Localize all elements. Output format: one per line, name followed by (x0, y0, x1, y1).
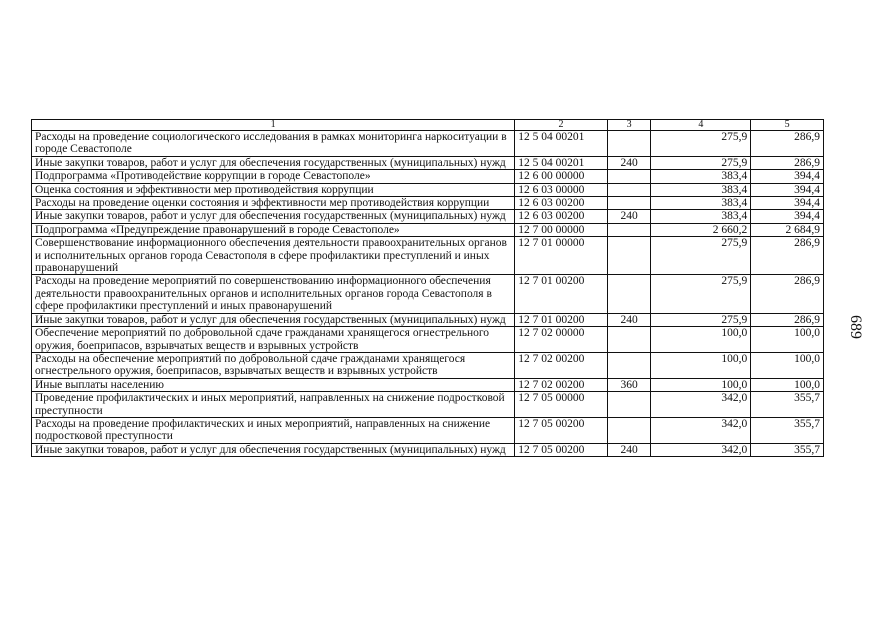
row-value-2019: 383,4 (651, 197, 751, 210)
header-col-5: 5 (751, 120, 824, 131)
row-name: Оценка состояния и эффективности мер противодействия коррупции (32, 183, 515, 196)
row-value-2020: 286,9 (751, 237, 824, 275)
table-row (32, 223, 824, 236)
table-row (32, 352, 824, 378)
table-row (32, 417, 824, 443)
row-kvr (607, 237, 651, 275)
table-row (32, 392, 824, 418)
row-code: 12 5 04 00201 (515, 156, 608, 169)
row-value-2019: 100,0 (651, 352, 751, 378)
page-number: 689 (847, 315, 864, 339)
row-name: Иные выплаты населению (32, 378, 515, 391)
table-row (32, 197, 824, 210)
row-name: Проведение профилактических и иных мероприятий, направленных на снижение подростковой преступности (32, 392, 515, 418)
row-value-2020: 2 684,9 (751, 223, 824, 236)
row-kvr (607, 275, 651, 313)
row-value-2019: 342,0 (651, 417, 751, 443)
row-kvr: 240 (607, 156, 651, 169)
row-code: 12 7 02 00200 (515, 378, 608, 391)
row-code: 12 7 00 00000 (515, 223, 608, 236)
row-value-2019: 383,4 (651, 210, 751, 223)
row-name: Расходы на проведение профилактических и иных мероприятий, направленных на снижение подростковой преступности (32, 417, 515, 443)
header-row (32, 120, 824, 131)
table-row (32, 131, 824, 157)
row-kvr: 360 (607, 378, 651, 391)
row-name: Подпрограмма «Предупреждение правонарушений в городе Севастополе» (32, 223, 515, 236)
row-name: Расходы на проведение мероприятий по совершенствованию информационного обеспечения деятельности правоохранительных органов и исполнительных органов города Севастополя в сфере профилактики преступлений и иных правонарушений (32, 275, 515, 313)
row-code: 12 7 01 00200 (515, 313, 608, 326)
row-code: 12 7 05 00200 (515, 417, 608, 443)
table-row (32, 443, 824, 456)
row-value-2020: 286,9 (751, 131, 824, 157)
row-name: Иные закупки товаров, работ и услуг для обеспечения государственных (муниципальных) нужд (32, 156, 515, 169)
row-kvr (607, 223, 651, 236)
row-kvr (607, 131, 651, 157)
table-row (32, 210, 824, 223)
row-value-2019: 342,0 (651, 443, 751, 456)
row-name: Расходы на проведение социологического исследования в рамках мониторинга наркоситуации в городе Севастополе (32, 131, 515, 157)
row-value-2019: 383,4 (651, 183, 751, 196)
row-value-2020: 355,7 (751, 392, 824, 418)
row-name: Иные закупки товаров, работ и услуг для обеспечения государственных (муниципальных) нужд (32, 443, 515, 456)
row-value-2020: 394,4 (751, 170, 824, 183)
table-row (32, 327, 824, 353)
row-code: 12 7 02 00000 (515, 327, 608, 353)
table-row (32, 237, 824, 275)
row-code: 12 6 03 00200 (515, 210, 608, 223)
row-value-2020: 100,0 (751, 327, 824, 353)
row-kvr: 240 (607, 313, 651, 326)
row-name: Совершенствование информационного обеспечения деятельности правоохранительных органов и исполнительных органов города Севастополя в сфере профилактики преступлений и иных правонарушений (32, 237, 515, 275)
row-value-2020: 355,7 (751, 443, 824, 456)
budget-table (31, 119, 824, 457)
row-value-2020: 394,4 (751, 197, 824, 210)
header-col-1: 1 (32, 120, 515, 131)
row-kvr (607, 417, 651, 443)
row-value-2020: 355,7 (751, 417, 824, 443)
row-kvr (607, 352, 651, 378)
table-row (32, 156, 824, 169)
row-kvr (607, 327, 651, 353)
header-col-4: 4 (651, 120, 751, 131)
row-code: 12 6 03 00200 (515, 197, 608, 210)
row-name: Расходы на проведение оценки состояния и эффективности мер противодействия коррупции (32, 197, 515, 210)
row-name: Подпрограмма «Противодействие коррупции в городе Севастополе» (32, 170, 515, 183)
row-kvr: 240 (607, 443, 651, 456)
row-value-2019: 383,4 (651, 170, 751, 183)
row-value-2019: 275,9 (651, 131, 751, 157)
row-value-2020: 394,4 (751, 210, 824, 223)
row-kvr: 240 (607, 210, 651, 223)
row-code: 12 7 01 00200 (515, 275, 608, 313)
row-name: Иные закупки товаров, работ и услуг для обеспечения государственных (муниципальных) нужд (32, 313, 515, 326)
row-code: 12 7 01 00000 (515, 237, 608, 275)
row-code: 12 6 03 00000 (515, 183, 608, 196)
table-row (32, 275, 824, 313)
table-row (32, 313, 824, 326)
row-code: 12 5 04 00201 (515, 131, 608, 157)
header-col-2: 2 (515, 120, 608, 131)
row-value-2020: 100,0 (751, 378, 824, 391)
row-code: 12 7 05 00000 (515, 392, 608, 418)
row-value-2020: 286,9 (751, 313, 824, 326)
row-name: Иные закупки товаров, работ и услуг для обеспечения государственных (муниципальных) нужд (32, 210, 515, 223)
row-value-2019: 342,0 (651, 392, 751, 418)
row-value-2020: 286,9 (751, 275, 824, 313)
row-value-2020: 100,0 (751, 352, 824, 378)
row-value-2019: 100,0 (651, 378, 751, 391)
row-value-2019: 275,9 (651, 237, 751, 275)
table-row (32, 170, 824, 183)
row-value-2019: 275,9 (651, 275, 751, 313)
row-kvr (607, 392, 651, 418)
row-value-2019: 2 660,2 (651, 223, 751, 236)
row-value-2019: 100,0 (651, 327, 751, 353)
table-body (32, 131, 824, 457)
table-row (32, 183, 824, 196)
row-code: 12 7 05 00200 (515, 443, 608, 456)
header-col-3: 3 (607, 120, 651, 131)
row-kvr (607, 183, 651, 196)
row-value-2020: 394,4 (751, 183, 824, 196)
row-value-2019: 275,9 (651, 313, 751, 326)
row-kvr (607, 170, 651, 183)
row-kvr (607, 197, 651, 210)
row-name: Обеспечение мероприятий по добровольной сдаче гражданами хранящегося огнестрельного оружия, боеприпасов, взрывчатых веществ и взрывных устройств (32, 327, 515, 353)
row-value-2019: 275,9 (651, 156, 751, 169)
row-value-2020: 286,9 (751, 156, 824, 169)
row-code: 12 6 00 00000 (515, 170, 608, 183)
row-name: Расходы на обеспечение мероприятий по добровольной сдаче гражданами хранящегося огнестрельного оружия, боеприпасов, взрывчатых веществ и взрывных устройств (32, 352, 515, 378)
table-row (32, 378, 824, 391)
row-code: 12 7 02 00200 (515, 352, 608, 378)
